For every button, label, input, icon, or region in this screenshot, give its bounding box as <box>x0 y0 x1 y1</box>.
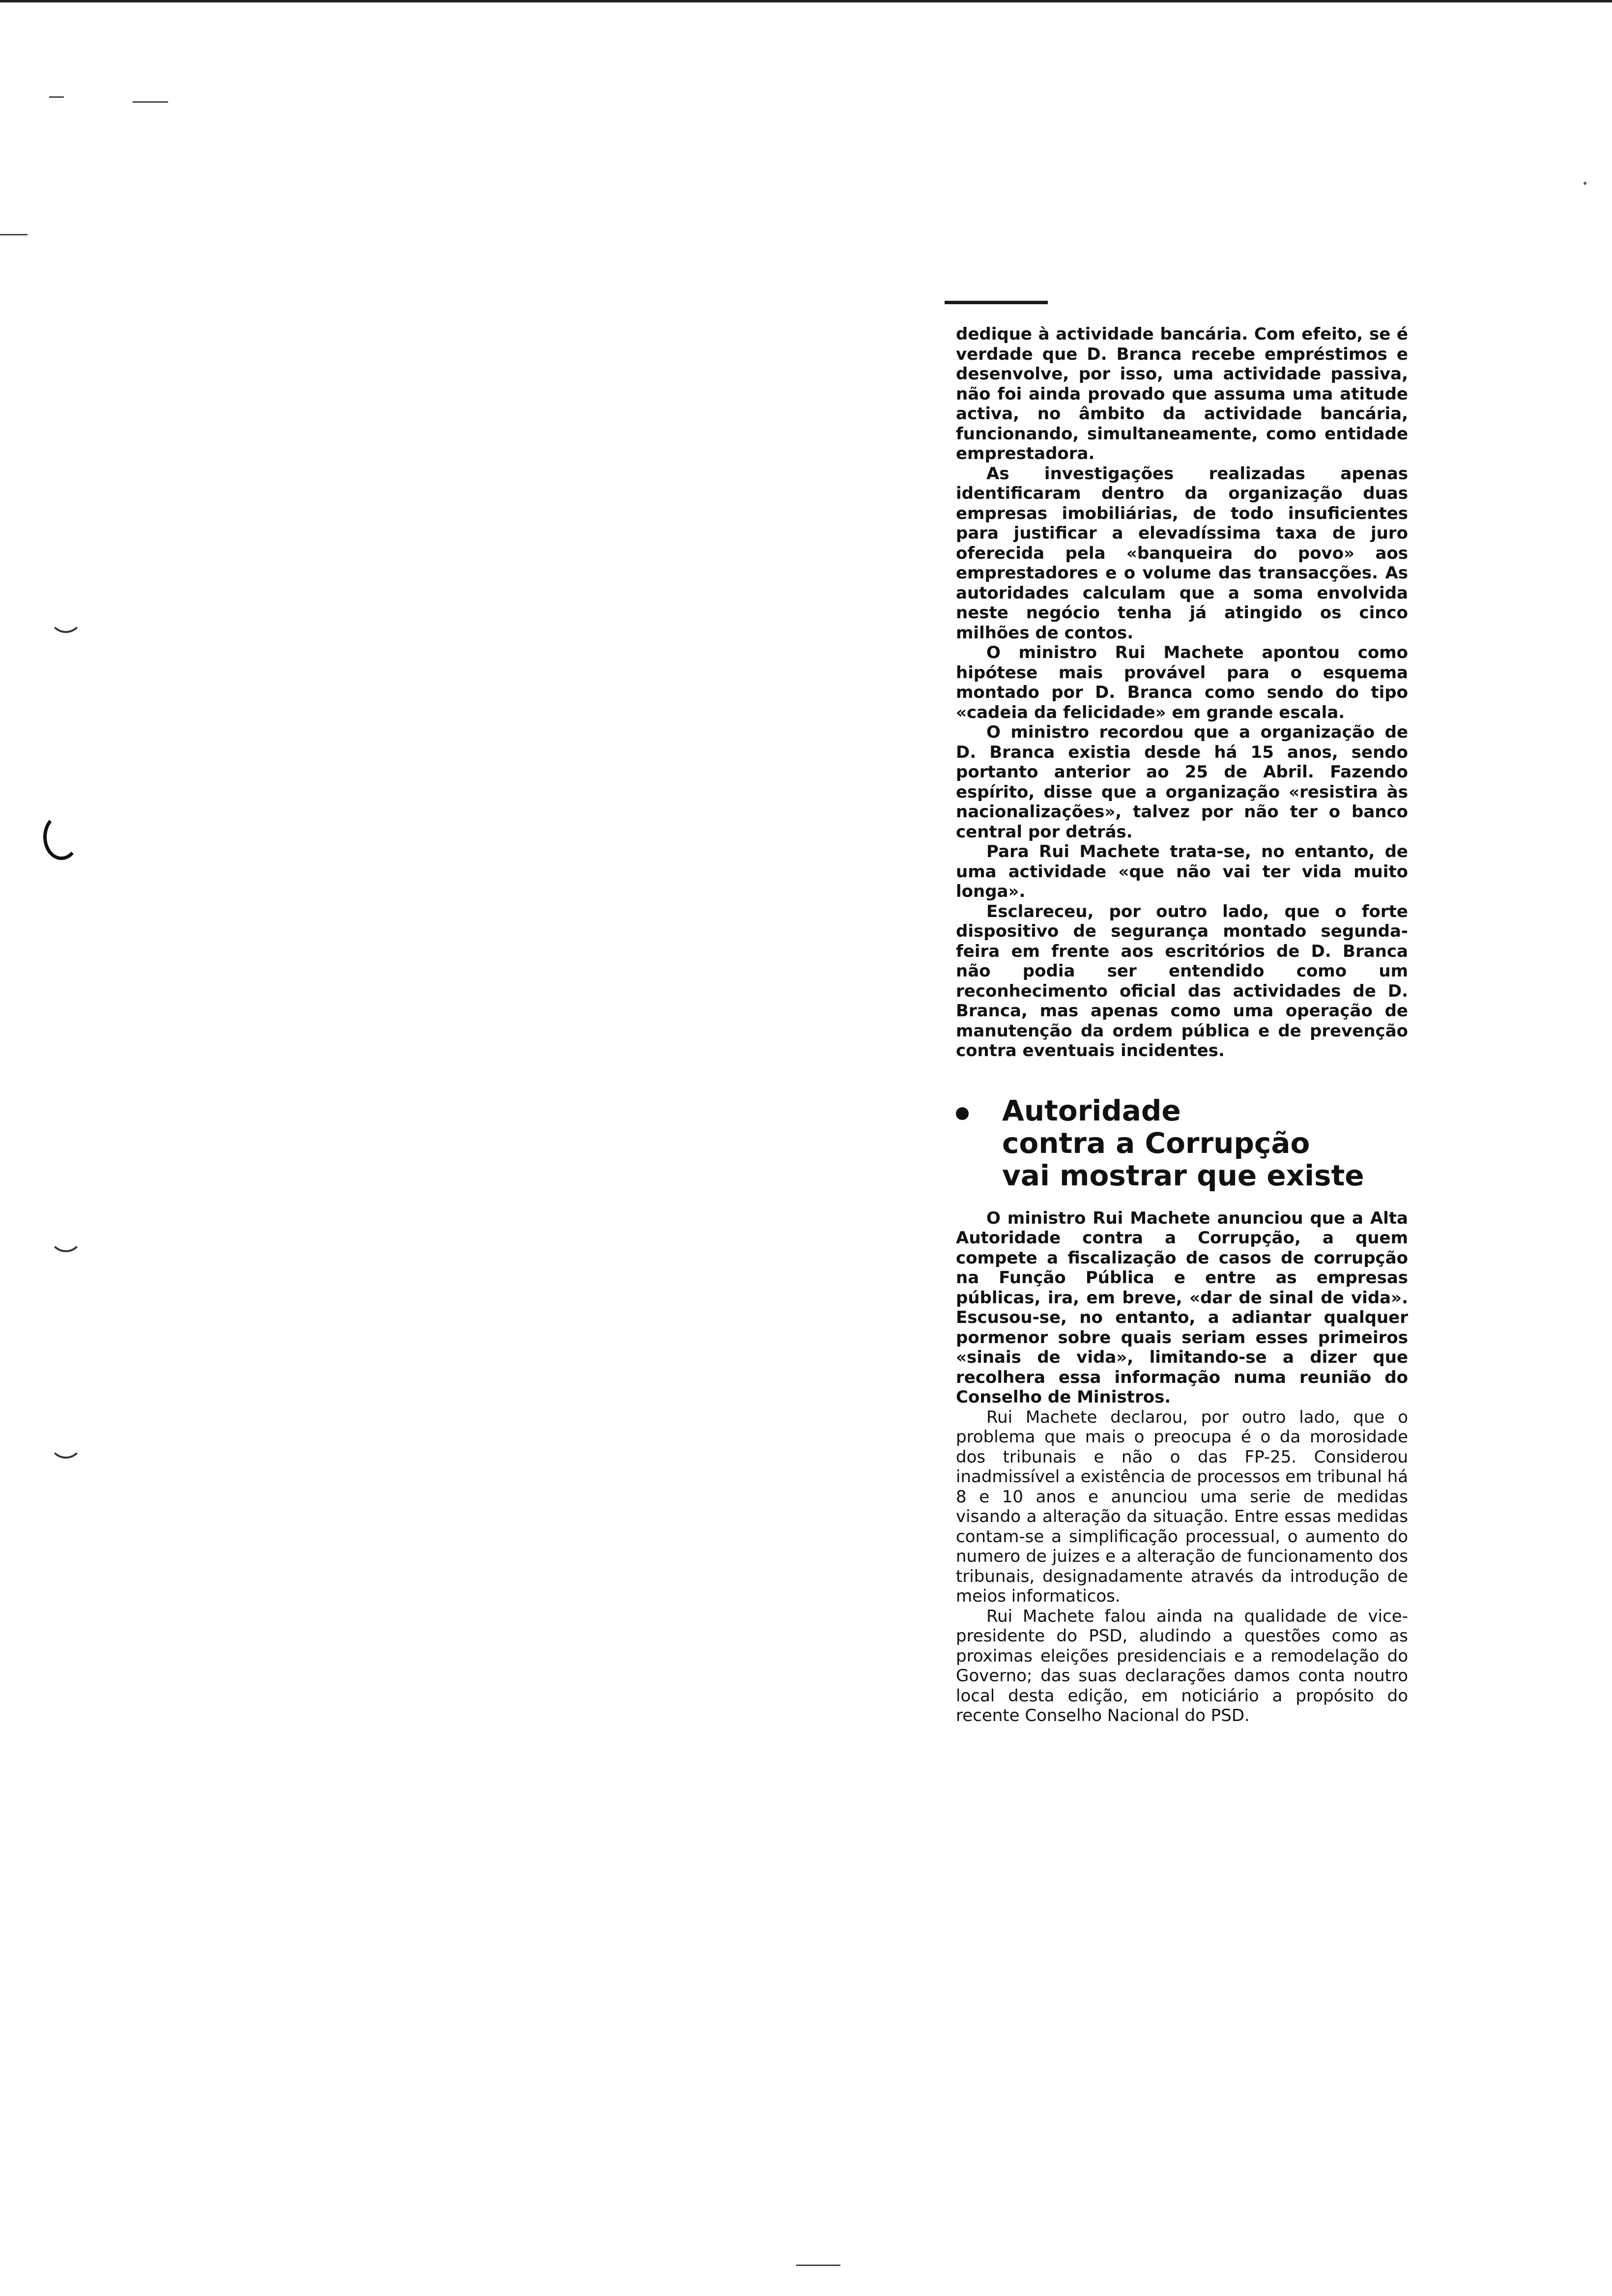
scan-mark <box>49 96 64 98</box>
paragraph: O ministro Rui Machete apontou como hipótese mais provável para o esquema montado por D. Branca como sendo do tipo «cadeia da felicidade» em grande escala. <box>956 643 1408 722</box>
section-heading <box>956 1094 1408 1192</box>
paragraph: dedique à actividade bancária. Com efeito, se é verdade que D. Branca recebe empréstimos e desenvolve, por isso, uma actividade passiva, não foi ainda provado que assuma uma atitude activa, no âmbito da actividade bancária, funcionando, simultaneamente, como entidade emprestadora. <box>956 324 1408 463</box>
scan-mark <box>49 600 83 633</box>
scan-mark <box>0 234 28 235</box>
heading-line: vai mostrar que existe <box>1002 1158 1364 1192</box>
paragraph: Para Rui Machete trata-se, no entanto, de uma actividade «que não vai ter vida muito longa». <box>956 842 1408 901</box>
bullet-icon <box>956 1107 969 1120</box>
article-section-2 <box>956 1208 1408 1726</box>
page-top-edge <box>0 0 1612 2</box>
scan-mark <box>133 101 168 103</box>
scan-mark <box>49 1425 83 1459</box>
paragraph: Rui Machete falou ainda na qualidade de vice-presidente do PSD, aludindo a questões como as proximas eleições presidenciais e a remodelação do Governo; das suas declarações damos conta noutro local desta edição, em noticiário a propósito do recente Conselho Nacional do PSD. <box>956 1606 1408 1725</box>
scan-mark <box>796 2265 840 2266</box>
scan-mark <box>49 1219 83 1252</box>
column-rule <box>945 301 1048 304</box>
heading-line: contra a Corrupção <box>1002 1126 1310 1160</box>
paragraph: Esclareceu, por outro lado, que o forte dispositivo de segurança montado segunda-feira em frente aos escritórios de D. Branca não podia ser entendido como um reconhecimento oficial das actividades de D. Branca, mas apenas como uma operação de manutenção da ordem pública e de prevenção contra eventuais incidentes. <box>956 901 1408 1061</box>
news-article <box>956 324 1408 1726</box>
paragraph: Rui Machete declarou, por outro lado, que o problema que mais o preocupa é o da morosidade dos tribunais e não o das FP-25. Considerou inadmissível a existência de processos em tribunal há 8 e 10 anos e anunciou uma serie de medidas visando a alteração da situação. Entre essas medidas contam-se a simplificação processual, o aumento do numero de juizes e a alteração de funcionamento dos tribunais, designadamente através da introdução de meios informaticos. <box>956 1407 1409 1606</box>
paragraph: O ministro Rui Machete anunciou que a Alta Autoridade contra a Corrupção, a quem compete a fiscalização de casos de corrupção na Função Pública e entre as empresas públicas, ira, em breve, «dar de sinal de vida». Escusou-se, no entanto, a adiantar qualquer pormenor sobre quais seriam esses primeiros «sinais de vida», limitando-se a dizer que recolhera essa informação numa reunião do Conselho de Ministros. <box>956 1208 1408 1407</box>
paragraph: As investigações realizadas apenas identificaram dentro da organização duas empresas imobiliárias, de todo insuficientes para justificar a elevadíssima taxa de juro oferecida pela «banqueira do povo» aos emprestadores e o volume das transacções. As autoridades calculam que a soma envolvida neste negócio tenha já atingido os cinco milhões de contos. <box>956 463 1408 643</box>
article-section-1 <box>956 324 1408 1061</box>
scan-mark <box>43 814 80 860</box>
scan-mark <box>1583 182 1586 185</box>
paragraph: O ministro recordou que a organização de D. Branca existia desde há 15 anos, sendo portanto anterior ao 25 de Abril. Fazendo espírito, disse que a organização «resistira às nacionalizações», talvez por não ter o banco central por detrás. <box>956 722 1408 842</box>
heading-line: Autoridade <box>1002 1093 1181 1127</box>
